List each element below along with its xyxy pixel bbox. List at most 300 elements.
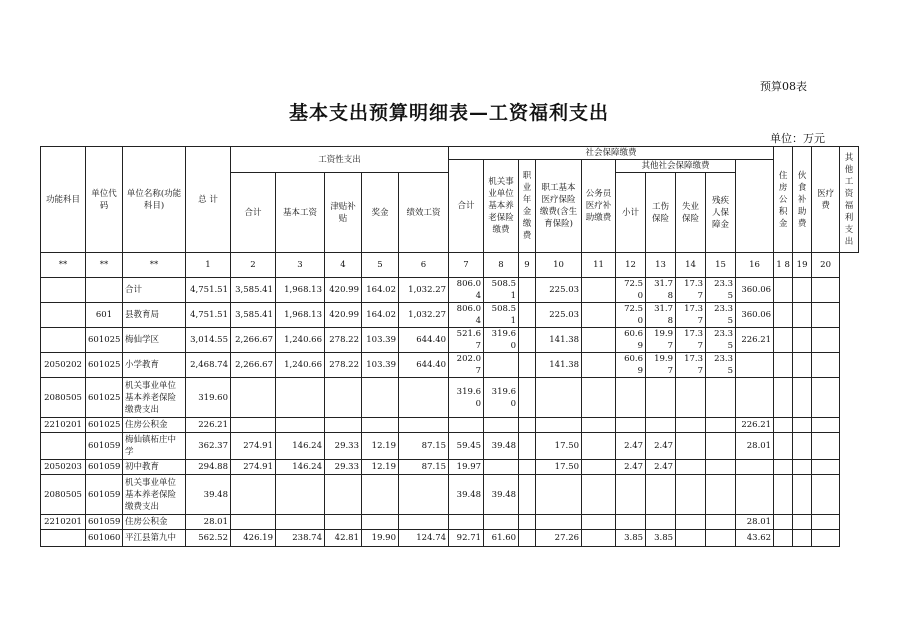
table-cell <box>774 303 793 328</box>
index-cell: ** <box>123 253 186 278</box>
table-cell: 4,751.51 <box>186 303 231 328</box>
table-cell: 23.3 5 <box>706 303 736 328</box>
table-cell: 28.01 <box>736 433 774 460</box>
table-cell: 87.15 <box>399 460 449 475</box>
table-cell: 92.71 <box>449 530 484 547</box>
table-cell <box>582 378 616 418</box>
table-cell: 3,585.41 <box>231 278 276 303</box>
table-cell: 420.99 <box>325 278 362 303</box>
table-cell: 2080505 <box>41 475 86 515</box>
table-cell: 2.47 <box>616 433 646 460</box>
table-cell: 28.01 <box>186 515 231 530</box>
table-cell <box>616 475 646 515</box>
table-cell: 县教育局 <box>123 303 186 328</box>
index-cell: 16 <box>736 253 774 278</box>
index-cell: ** <box>41 253 86 278</box>
table-cell: 2080505 <box>41 378 86 418</box>
table-cell: 225.03 <box>536 278 582 303</box>
table-cell: 27.26 <box>536 530 582 547</box>
table-cell <box>774 353 793 378</box>
table-cell <box>646 418 676 433</box>
table-cell: 103.39 <box>362 328 399 353</box>
table-cell: 39.48 <box>186 475 231 515</box>
table-cell: 274.91 <box>231 433 276 460</box>
table-cell <box>582 433 616 460</box>
table-cell <box>362 378 399 418</box>
table-cell: 87.15 <box>399 433 449 460</box>
table-cell <box>399 418 449 433</box>
table-cell <box>484 460 519 475</box>
index-cell: 5 <box>362 253 399 278</box>
table-cell: 362.37 <box>186 433 231 460</box>
table-cell: 146.24 <box>276 460 325 475</box>
table-cell: 梅仙镇柘庄中学 <box>123 433 186 460</box>
table-cell <box>231 418 276 433</box>
table-cell <box>793 433 812 460</box>
table-cell: 601059 <box>86 433 123 460</box>
table-cell <box>399 378 449 418</box>
table-cell <box>793 353 812 378</box>
table-cell <box>41 328 86 353</box>
table-cell: 梅仙学区 <box>123 328 186 353</box>
table-cell <box>812 328 840 353</box>
table-cell <box>774 460 793 475</box>
table-cell: 72.5 0 <box>616 278 646 303</box>
header-medical-fee: 医疗费 <box>812 147 840 253</box>
index-cell: ** <box>86 253 123 278</box>
index-cell: 9 <box>519 253 536 278</box>
table-cell <box>616 515 646 530</box>
table-cell: 17.3 7 <box>676 328 706 353</box>
header-social-group: 社会保障缴费 <box>449 147 774 160</box>
table-cell <box>793 303 812 328</box>
table-cell: 226.21 <box>186 418 231 433</box>
table-cell: 住房公积金 <box>123 515 186 530</box>
index-cell: 6 <box>399 253 449 278</box>
index-cell: 10 <box>536 253 582 278</box>
table-cell: 23.3 5 <box>706 353 736 378</box>
table-cell <box>706 378 736 418</box>
table-cell: 103.39 <box>362 353 399 378</box>
table-cell: 43.62 <box>736 530 774 547</box>
table-cell: 426.19 <box>231 530 276 547</box>
table-cell: 1,968.13 <box>276 278 325 303</box>
table-cell <box>676 475 706 515</box>
header-other-subtotal: 小计 <box>616 173 646 253</box>
header-meal: 伙食补助费 <box>793 147 812 253</box>
index-cell: 1 8 <box>774 253 793 278</box>
table-cell: 601060 <box>86 530 123 547</box>
table-cell: 31.7 8 <box>646 303 676 328</box>
table-cell: 2,266.67 <box>231 353 276 378</box>
table-cell <box>774 475 793 515</box>
table-cell: 562.52 <box>186 530 231 547</box>
table-cell: 2210201 <box>41 418 86 433</box>
index-row <box>41 253 859 278</box>
index-cell: 1 <box>186 253 231 278</box>
form-number: 预算08表 <box>760 80 807 93</box>
table-cell <box>536 418 582 433</box>
table-cell <box>676 433 706 460</box>
table-cell: 23.3 5 <box>706 278 736 303</box>
table-cell <box>706 530 736 547</box>
table-cell <box>676 378 706 418</box>
table-cell <box>676 418 706 433</box>
table-cell: 806.0 4 <box>449 278 484 303</box>
table-cell <box>519 530 536 547</box>
header-disability: 残疾人保障金 <box>706 173 736 253</box>
table-cell: 29.33 <box>325 433 362 460</box>
table-cell: 146.24 <box>276 433 325 460</box>
table-cell <box>41 530 86 547</box>
table-cell <box>812 475 840 515</box>
table-cell: 601 <box>86 303 123 328</box>
table-cell: 644.40 <box>399 353 449 378</box>
table-cell: 3,014.55 <box>186 328 231 353</box>
table-cell <box>41 433 86 460</box>
table-cell: 294.88 <box>186 460 231 475</box>
index-cell: 15 <box>706 253 736 278</box>
table-cell <box>676 515 706 530</box>
table-cell <box>41 303 86 328</box>
table-cell <box>646 515 676 530</box>
table-cell: 机关事业单位基本养老保险缴费支出 <box>123 378 186 418</box>
table-cell <box>582 303 616 328</box>
table-cell: 72.5 0 <box>616 303 646 328</box>
table-cell: 1,968.13 <box>276 303 325 328</box>
table-cell <box>706 475 736 515</box>
table-cell <box>519 418 536 433</box>
table-cell: 17.3 7 <box>676 303 706 328</box>
table-cell: 420.99 <box>325 303 362 328</box>
table-cell <box>362 515 399 530</box>
table-cell <box>536 475 582 515</box>
table-cell <box>449 515 484 530</box>
index-cell: 13 <box>646 253 676 278</box>
table-cell <box>519 460 536 475</box>
table-cell: 360.06 <box>736 278 774 303</box>
header-other-social-group: 其他社会保障缴费 <box>616 160 736 173</box>
table-cell <box>582 328 616 353</box>
table-cell: 278.22 <box>325 353 362 378</box>
table-cell: 2050202 <box>41 353 86 378</box>
table-cell <box>519 328 536 353</box>
table-cell <box>231 475 276 515</box>
table-cell: 2.47 <box>616 460 646 475</box>
table-cell: 3.85 <box>616 530 646 547</box>
table-cell: 12.19 <box>362 433 399 460</box>
table-cell: 住房公积金 <box>123 418 186 433</box>
table-cell: 2050203 <box>41 460 86 475</box>
table-cell <box>325 475 362 515</box>
table-row <box>41 530 859 547</box>
table-cell <box>793 475 812 515</box>
table-cell <box>276 378 325 418</box>
table-row <box>41 418 859 433</box>
header-total: 总 计 <box>186 147 231 253</box>
table-cell: 3,585.41 <box>231 303 276 328</box>
table-cell <box>774 418 793 433</box>
index-cell: 3 <box>276 253 325 278</box>
table-cell: 42.81 <box>325 530 362 547</box>
table-cell <box>774 278 793 303</box>
table-cell <box>582 530 616 547</box>
index-cell: 19 <box>793 253 812 278</box>
table-cell <box>793 460 812 475</box>
table-cell: 319.6 0 <box>484 328 519 353</box>
table-row <box>41 460 859 475</box>
header-allowance: 津贴补贴 <box>325 173 362 253</box>
table-cell <box>812 378 840 418</box>
table-cell <box>536 378 582 418</box>
table-cell: 2.47 <box>646 433 676 460</box>
table-cell <box>484 353 519 378</box>
table-cell <box>582 278 616 303</box>
table-row <box>41 328 859 353</box>
table-cell: 39.48 <box>484 433 519 460</box>
table-cell <box>362 475 399 515</box>
table-cell <box>793 515 812 530</box>
header-annuity: 职业年金缴费 <box>519 160 536 253</box>
index-cell: 14 <box>676 253 706 278</box>
table-cell: 601059 <box>86 475 123 515</box>
table-cell <box>706 460 736 475</box>
table-cell <box>399 475 449 515</box>
index-cell: 12 <box>616 253 646 278</box>
table-cell <box>812 353 840 378</box>
header-unemployment: 失业保险 <box>676 173 706 253</box>
index-cell: 11 <box>582 253 616 278</box>
table-cell <box>774 515 793 530</box>
table-cell <box>736 353 774 378</box>
index-cell: 2 <box>231 253 276 278</box>
table-cell <box>276 475 325 515</box>
table-cell: 19.97 <box>449 460 484 475</box>
table-cell: 31.7 8 <box>646 278 676 303</box>
header-wage-total: 合计 <box>231 173 276 253</box>
table-cell: 60.6 9 <box>616 328 646 353</box>
table-cell <box>774 433 793 460</box>
table-cell: 226.21 <box>736 418 774 433</box>
table-cell: 39.48 <box>449 475 484 515</box>
table-cell: 225.03 <box>536 303 582 328</box>
header-unit-name: 单位名称(功能科目) <box>123 147 186 253</box>
table-cell <box>812 460 840 475</box>
table-cell <box>362 418 399 433</box>
index-cell: 20 <box>812 253 840 278</box>
table-cell: 60.6 9 <box>616 353 646 378</box>
header-housing-fund: 住房公积金 <box>774 147 793 253</box>
table-cell: 141.38 <box>536 353 582 378</box>
table-cell <box>484 418 519 433</box>
table-cell: 164.02 <box>362 278 399 303</box>
table-cell: 机关事业单位基本养老保险缴费支出 <box>123 475 186 515</box>
table-cell: 1,240.66 <box>276 328 325 353</box>
table-cell <box>812 515 840 530</box>
table-cell: 28.01 <box>736 515 774 530</box>
table-cell <box>276 515 325 530</box>
header-func-subject: 功能科目 <box>41 147 86 253</box>
table-row <box>41 433 859 460</box>
header-civil-medical: 公务员医疗补助缴费 <box>582 160 616 253</box>
table-cell: 合计 <box>123 278 186 303</box>
table-row <box>41 353 859 378</box>
table-cell <box>793 328 812 353</box>
table-row <box>41 515 859 530</box>
table-cell <box>706 418 736 433</box>
table-cell <box>812 530 840 547</box>
table-cell: 278.22 <box>325 328 362 353</box>
table-cell: 2.47 <box>646 460 676 475</box>
table-cell <box>616 378 646 418</box>
table-cell <box>582 353 616 378</box>
table-cell: 806.0 4 <box>449 303 484 328</box>
table-cell: 601059 <box>86 515 123 530</box>
table-cell: 19.9 7 <box>646 328 676 353</box>
table-cell: 29.33 <box>325 460 362 475</box>
table-cell <box>582 418 616 433</box>
table-cell <box>706 515 736 530</box>
table-cell <box>736 475 774 515</box>
table-cell <box>676 530 706 547</box>
table-cell: 319.6 0 <box>449 378 484 418</box>
table-cell <box>519 278 536 303</box>
table-cell <box>536 515 582 530</box>
table-cell <box>519 475 536 515</box>
table-cell: 1,032.27 <box>399 303 449 328</box>
header-other-welfare: 其他工资福利支出 <box>840 147 859 253</box>
table-cell: 601025 <box>86 378 123 418</box>
table-cell: 1,240.66 <box>276 353 325 378</box>
table-cell <box>676 460 706 475</box>
table-cell <box>582 515 616 530</box>
table-cell: 17.3 7 <box>676 278 706 303</box>
table-cell: 202.0 7 <box>449 353 484 378</box>
table-cell: 164.02 <box>362 303 399 328</box>
table-cell: 59.45 <box>449 433 484 460</box>
table-row <box>41 475 859 515</box>
table-cell <box>812 418 840 433</box>
table-cell: 508.5 1 <box>484 278 519 303</box>
table-cell <box>325 378 362 418</box>
table-cell <box>812 278 840 303</box>
page-title: 基本支出预算明细表—工资福利支出 <box>288 102 609 124</box>
table-cell <box>793 378 812 418</box>
table-cell <box>519 303 536 328</box>
table-cell <box>86 278 123 303</box>
table-row <box>41 278 859 303</box>
unit-label: 单位：万元 <box>770 132 825 145</box>
table-cell <box>706 433 736 460</box>
table-cell <box>41 278 86 303</box>
table-cell <box>519 515 536 530</box>
header-wage-group: 工资性支出 <box>231 147 449 173</box>
table-cell: 319.60 <box>186 378 231 418</box>
table-cell <box>616 418 646 433</box>
table-cell <box>646 378 676 418</box>
table-cell: 23.3 5 <box>706 328 736 353</box>
table-cell <box>276 418 325 433</box>
table-cell <box>774 530 793 547</box>
table-cell: 4,751.51 <box>186 278 231 303</box>
table-cell: 1,032.27 <box>399 278 449 303</box>
header-social-total: 合计 <box>449 160 484 253</box>
table-cell <box>325 418 362 433</box>
header-bonus: 奖金 <box>362 173 399 253</box>
table-row <box>41 378 859 418</box>
table-cell <box>484 515 519 530</box>
table-cell <box>736 460 774 475</box>
header-unit-code: 单位代码 <box>86 147 123 253</box>
table-cell <box>736 378 774 418</box>
table-cell <box>793 278 812 303</box>
table-row <box>41 303 859 328</box>
table-cell: 644.40 <box>399 328 449 353</box>
header-basic-wage: 基本工资 <box>276 173 325 253</box>
table-cell: 2,266.67 <box>231 328 276 353</box>
index-cell: 8 <box>484 253 519 278</box>
table-cell: 19.90 <box>362 530 399 547</box>
table-cell: 2,468.74 <box>186 353 231 378</box>
table-cell <box>774 328 793 353</box>
table-cell <box>231 378 276 418</box>
table-cell <box>812 303 840 328</box>
table-cell <box>812 433 840 460</box>
table-cell: 3.85 <box>646 530 676 547</box>
table-cell <box>399 515 449 530</box>
table-cell: 19.9 7 <box>646 353 676 378</box>
table-cell: 初中教育 <box>123 460 186 475</box>
index-cell: 4 <box>325 253 362 278</box>
table-cell <box>582 475 616 515</box>
header-performance: 绩效工资 <box>399 173 449 253</box>
table-cell <box>449 418 484 433</box>
table-cell: 141.38 <box>536 328 582 353</box>
header-medical: 职工基本医疗保险缴费(含生育保险) <box>536 160 582 253</box>
header-pension: 机关事业单位基本养老保险缴费 <box>484 160 519 253</box>
table-cell: 2210201 <box>41 515 86 530</box>
table-cell: 508.5 1 <box>484 303 519 328</box>
table-cell <box>231 515 276 530</box>
table-cell: 17.3 7 <box>676 353 706 378</box>
table-cell: 601025 <box>86 418 123 433</box>
table-cell: 17.50 <box>536 460 582 475</box>
table-cell <box>774 378 793 418</box>
table-cell <box>793 418 812 433</box>
table-cell: 360.06 <box>736 303 774 328</box>
table-cell <box>793 530 812 547</box>
index-cell: 7 <box>449 253 484 278</box>
table-cell: 319.6 0 <box>484 378 519 418</box>
table-cell: 平江县第九中 <box>123 530 186 547</box>
table-cell <box>519 433 536 460</box>
table-cell: 61.60 <box>484 530 519 547</box>
table-cell: 226.21 <box>736 328 774 353</box>
table-cell <box>519 378 536 418</box>
table-cell: 17.50 <box>536 433 582 460</box>
table-cell: 521.6 7 <box>449 328 484 353</box>
table-cell: 39.48 <box>484 475 519 515</box>
table-cell: 601059 <box>86 460 123 475</box>
table-cell <box>519 353 536 378</box>
table-cell <box>582 460 616 475</box>
header-injury: 工伤保险 <box>646 173 676 253</box>
table-cell: 601025 <box>86 353 123 378</box>
table-cell: 小学教育 <box>123 353 186 378</box>
table-cell <box>646 475 676 515</box>
table-cell <box>325 515 362 530</box>
table-cell: 238.74 <box>276 530 325 547</box>
